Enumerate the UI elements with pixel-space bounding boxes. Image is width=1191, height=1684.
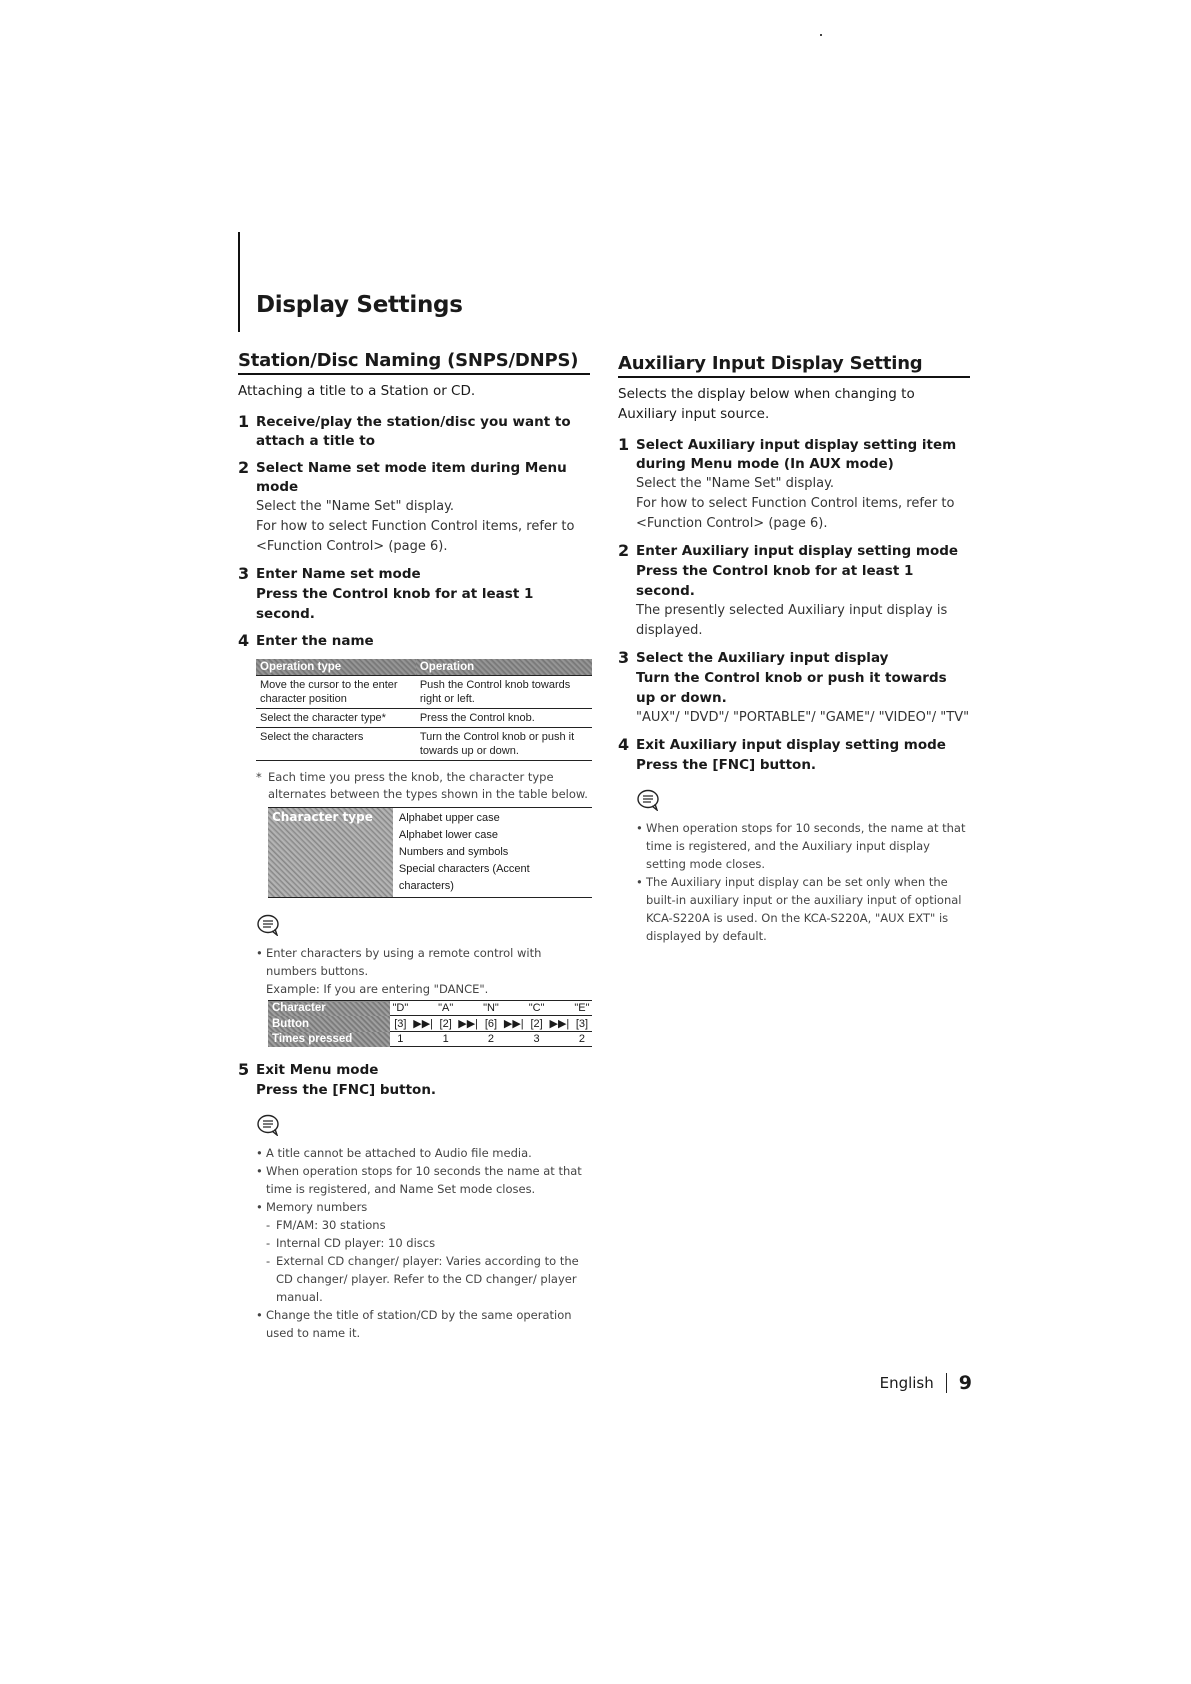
table-header: Button bbox=[268, 1016, 390, 1032]
title-rule bbox=[238, 232, 240, 332]
list-item: Special characters (Accent characters) bbox=[398, 863, 530, 892]
table-header: Times pressed bbox=[268, 1032, 390, 1047]
list-item: • Memory numbers bbox=[256, 1198, 590, 1216]
table-cell: Select the character type* bbox=[256, 709, 416, 728]
step-title: Receive/play the station/disc you want to attach a title to bbox=[256, 414, 571, 449]
step-number: 5 bbox=[238, 1060, 250, 1079]
table-row bbox=[268, 1001, 592, 1016]
step-action: Press the Control knob for at least 1 second. bbox=[636, 563, 914, 599]
memo-icon bbox=[636, 789, 662, 811]
table-header: Character type bbox=[268, 808, 393, 897]
step-3 bbox=[238, 565, 590, 624]
step-number: 4 bbox=[238, 631, 250, 650]
hint-notes bbox=[256, 944, 590, 998]
step-2 bbox=[238, 459, 590, 557]
step-title: Select Auxiliary input display setting item during Menu mode (In AUX mode) bbox=[636, 437, 957, 472]
step-title: Enter Name set mode bbox=[256, 566, 421, 582]
step-number: 1 bbox=[238, 412, 250, 431]
section-heading-aux: Auxiliary Input Display Setting bbox=[618, 353, 970, 378]
track-next-icon: ▶▶| bbox=[411, 1016, 436, 1032]
step-4 bbox=[618, 736, 970, 775]
table-cell: 3 bbox=[526, 1032, 547, 1047]
table-cell: "C" bbox=[526, 1001, 547, 1016]
step-number: 2 bbox=[238, 458, 250, 477]
step-action: Press the [FNC] button. bbox=[636, 757, 817, 773]
page-speck bbox=[820, 34, 822, 36]
step-number: 3 bbox=[238, 564, 250, 583]
dance-example-table bbox=[268, 1000, 592, 1047]
step-action: Turn the Control knob or push it towards up or down. bbox=[636, 670, 947, 706]
character-type-table bbox=[268, 807, 592, 898]
left-column bbox=[238, 350, 590, 1342]
list-item: Alphabet lower case bbox=[398, 829, 498, 841]
section-heading-naming: Station/Disc Naming (SNPS/DNPS) bbox=[238, 350, 590, 375]
step-title: Enter Auxiliary input display setting mode bbox=[636, 543, 959, 559]
step-5 bbox=[238, 1061, 590, 1100]
page-title: Display Settings bbox=[256, 292, 463, 318]
table-cell: "N" bbox=[481, 1001, 502, 1016]
table-cell: [6] bbox=[481, 1016, 502, 1032]
footnote bbox=[256, 769, 590, 803]
step-body: The presently selected Auxiliary input display is displayed. bbox=[636, 603, 948, 638]
step-number: 2 bbox=[618, 541, 630, 560]
track-next-icon: ▶▶| bbox=[501, 1016, 526, 1032]
table-cell: Turn the Control knob or push it towards up or down. bbox=[416, 728, 592, 761]
step-number: 1 bbox=[618, 435, 630, 454]
table-cell: Select the characters bbox=[256, 728, 416, 761]
right-column bbox=[618, 353, 970, 945]
step-4 bbox=[238, 632, 590, 651]
asterisk-icon: * bbox=[256, 770, 262, 784]
list-item: Example: If you are entering "DANCE". bbox=[266, 982, 489, 996]
section-intro: Selects the display below when changing to Auxiliary input source. bbox=[618, 386, 915, 422]
step-body: For how to select Function Control items, refer to <Function Control> (page 6). bbox=[256, 519, 575, 554]
operation-table bbox=[256, 659, 592, 761]
memo-icon bbox=[256, 1114, 282, 1136]
table-cell: 2 bbox=[572, 1032, 592, 1047]
footer-divider bbox=[946, 1373, 947, 1393]
step-2 bbox=[618, 542, 970, 641]
step-number: 3 bbox=[618, 648, 630, 667]
list-item: • A title cannot be attached to Audio file media. bbox=[256, 1144, 590, 1162]
list-subitem: - FM/AM: 30 stations bbox=[256, 1216, 590, 1234]
step-body: "AUX"/ "DVD"/ "PORTABLE"/ "GAME"/ "VIDEO"/ "TV" bbox=[636, 710, 970, 725]
list-item: • The Auxiliary input display can be set only when the built-in auxiliary input or the auxiliary input of optional KCA-S220A is used. On the KCA-S220A, "AUX EXT" is displayed by default. bbox=[636, 873, 970, 945]
step-3 bbox=[618, 649, 970, 728]
footer-language: English bbox=[879, 1374, 934, 1392]
list-item: • When operation stops for 10 seconds, the name at that time is registered, and the Auxiliary input display setting mode closes. bbox=[636, 819, 970, 873]
list-item: • When operation stops for 10 seconds the name at that time is registered, and Name Set mode closes. bbox=[256, 1162, 590, 1198]
table-row bbox=[268, 1016, 592, 1032]
table-cell: Push the Control knob towards right or left. bbox=[416, 676, 592, 709]
step-body: Select the "Name Set" display. bbox=[256, 499, 455, 514]
aux-notes bbox=[636, 819, 970, 945]
track-next-icon: ▶▶| bbox=[547, 1016, 572, 1032]
table-row bbox=[256, 709, 592, 728]
table-row bbox=[256, 676, 592, 709]
step-title: Select Name set mode item during Menu mode bbox=[256, 460, 567, 495]
table-header: Operation bbox=[416, 659, 592, 676]
table-cell: "A" bbox=[436, 1001, 456, 1016]
table-cell: 2 bbox=[481, 1032, 502, 1047]
step-action: Press the [FNC] button. bbox=[256, 1082, 437, 1098]
table-cell: 1 bbox=[436, 1032, 456, 1047]
table-cell: [2] bbox=[526, 1016, 547, 1032]
table-row bbox=[268, 1032, 592, 1047]
step-title: Select the Auxiliary input display bbox=[636, 650, 889, 666]
step-1 bbox=[238, 413, 590, 451]
page-number: 9 bbox=[958, 1372, 972, 1394]
list-item: Numbers and symbols bbox=[398, 846, 509, 858]
table-cell: [2] bbox=[436, 1016, 456, 1032]
list-subitem: - External CD changer/ player: Varies according to the CD changer/ player. Refer to the CD changer/ player manual. bbox=[256, 1252, 590, 1306]
table-cell: [3] bbox=[390, 1016, 411, 1032]
final-notes bbox=[256, 1144, 590, 1342]
step-title: Enter the name bbox=[256, 633, 374, 649]
step-1 bbox=[618, 436, 970, 534]
step-title: Exit Menu mode bbox=[256, 1062, 379, 1078]
step-number: 4 bbox=[618, 735, 630, 754]
footnote-text: Each time you press the knob, the character type alternates between the types shown in the table below. bbox=[268, 770, 588, 801]
table-cell: "D" bbox=[390, 1001, 411, 1016]
list-subitem: - Internal CD player: 10 discs bbox=[256, 1234, 590, 1252]
table-cell: Press the Control knob. bbox=[416, 709, 592, 728]
table-cell: 1 bbox=[390, 1032, 411, 1047]
step-body: Select the "Name Set" display. bbox=[636, 476, 835, 491]
list-item: Alphabet upper case bbox=[398, 812, 500, 824]
step-action: Press the Control knob for at least 1 second. bbox=[256, 586, 534, 622]
table-cell: [3] bbox=[572, 1016, 592, 1032]
table-header: Character bbox=[268, 1001, 390, 1016]
memo-icon bbox=[256, 914, 282, 936]
track-next-icon: ▶▶| bbox=[456, 1016, 481, 1032]
list-item: • Enter characters by using a remote control with numbers buttons. bbox=[256, 944, 590, 980]
step-body: For how to select Function Control items, refer to <Function Control> (page 6). bbox=[636, 496, 955, 531]
section-intro: Attaching a title to a Station or CD. bbox=[238, 383, 476, 399]
list-item: • Change the title of station/CD by the same operation used to name it. bbox=[256, 1306, 590, 1342]
table-cell: "E" bbox=[572, 1001, 592, 1016]
page-footer bbox=[880, 1372, 972, 1394]
character-type-list bbox=[393, 808, 592, 897]
table-row bbox=[256, 728, 592, 761]
step-title: Exit Auxiliary input display setting mode bbox=[636, 737, 946, 753]
table-header: Operation type bbox=[256, 659, 416, 676]
table-cell: Move the cursor to the enter character position bbox=[256, 676, 416, 709]
